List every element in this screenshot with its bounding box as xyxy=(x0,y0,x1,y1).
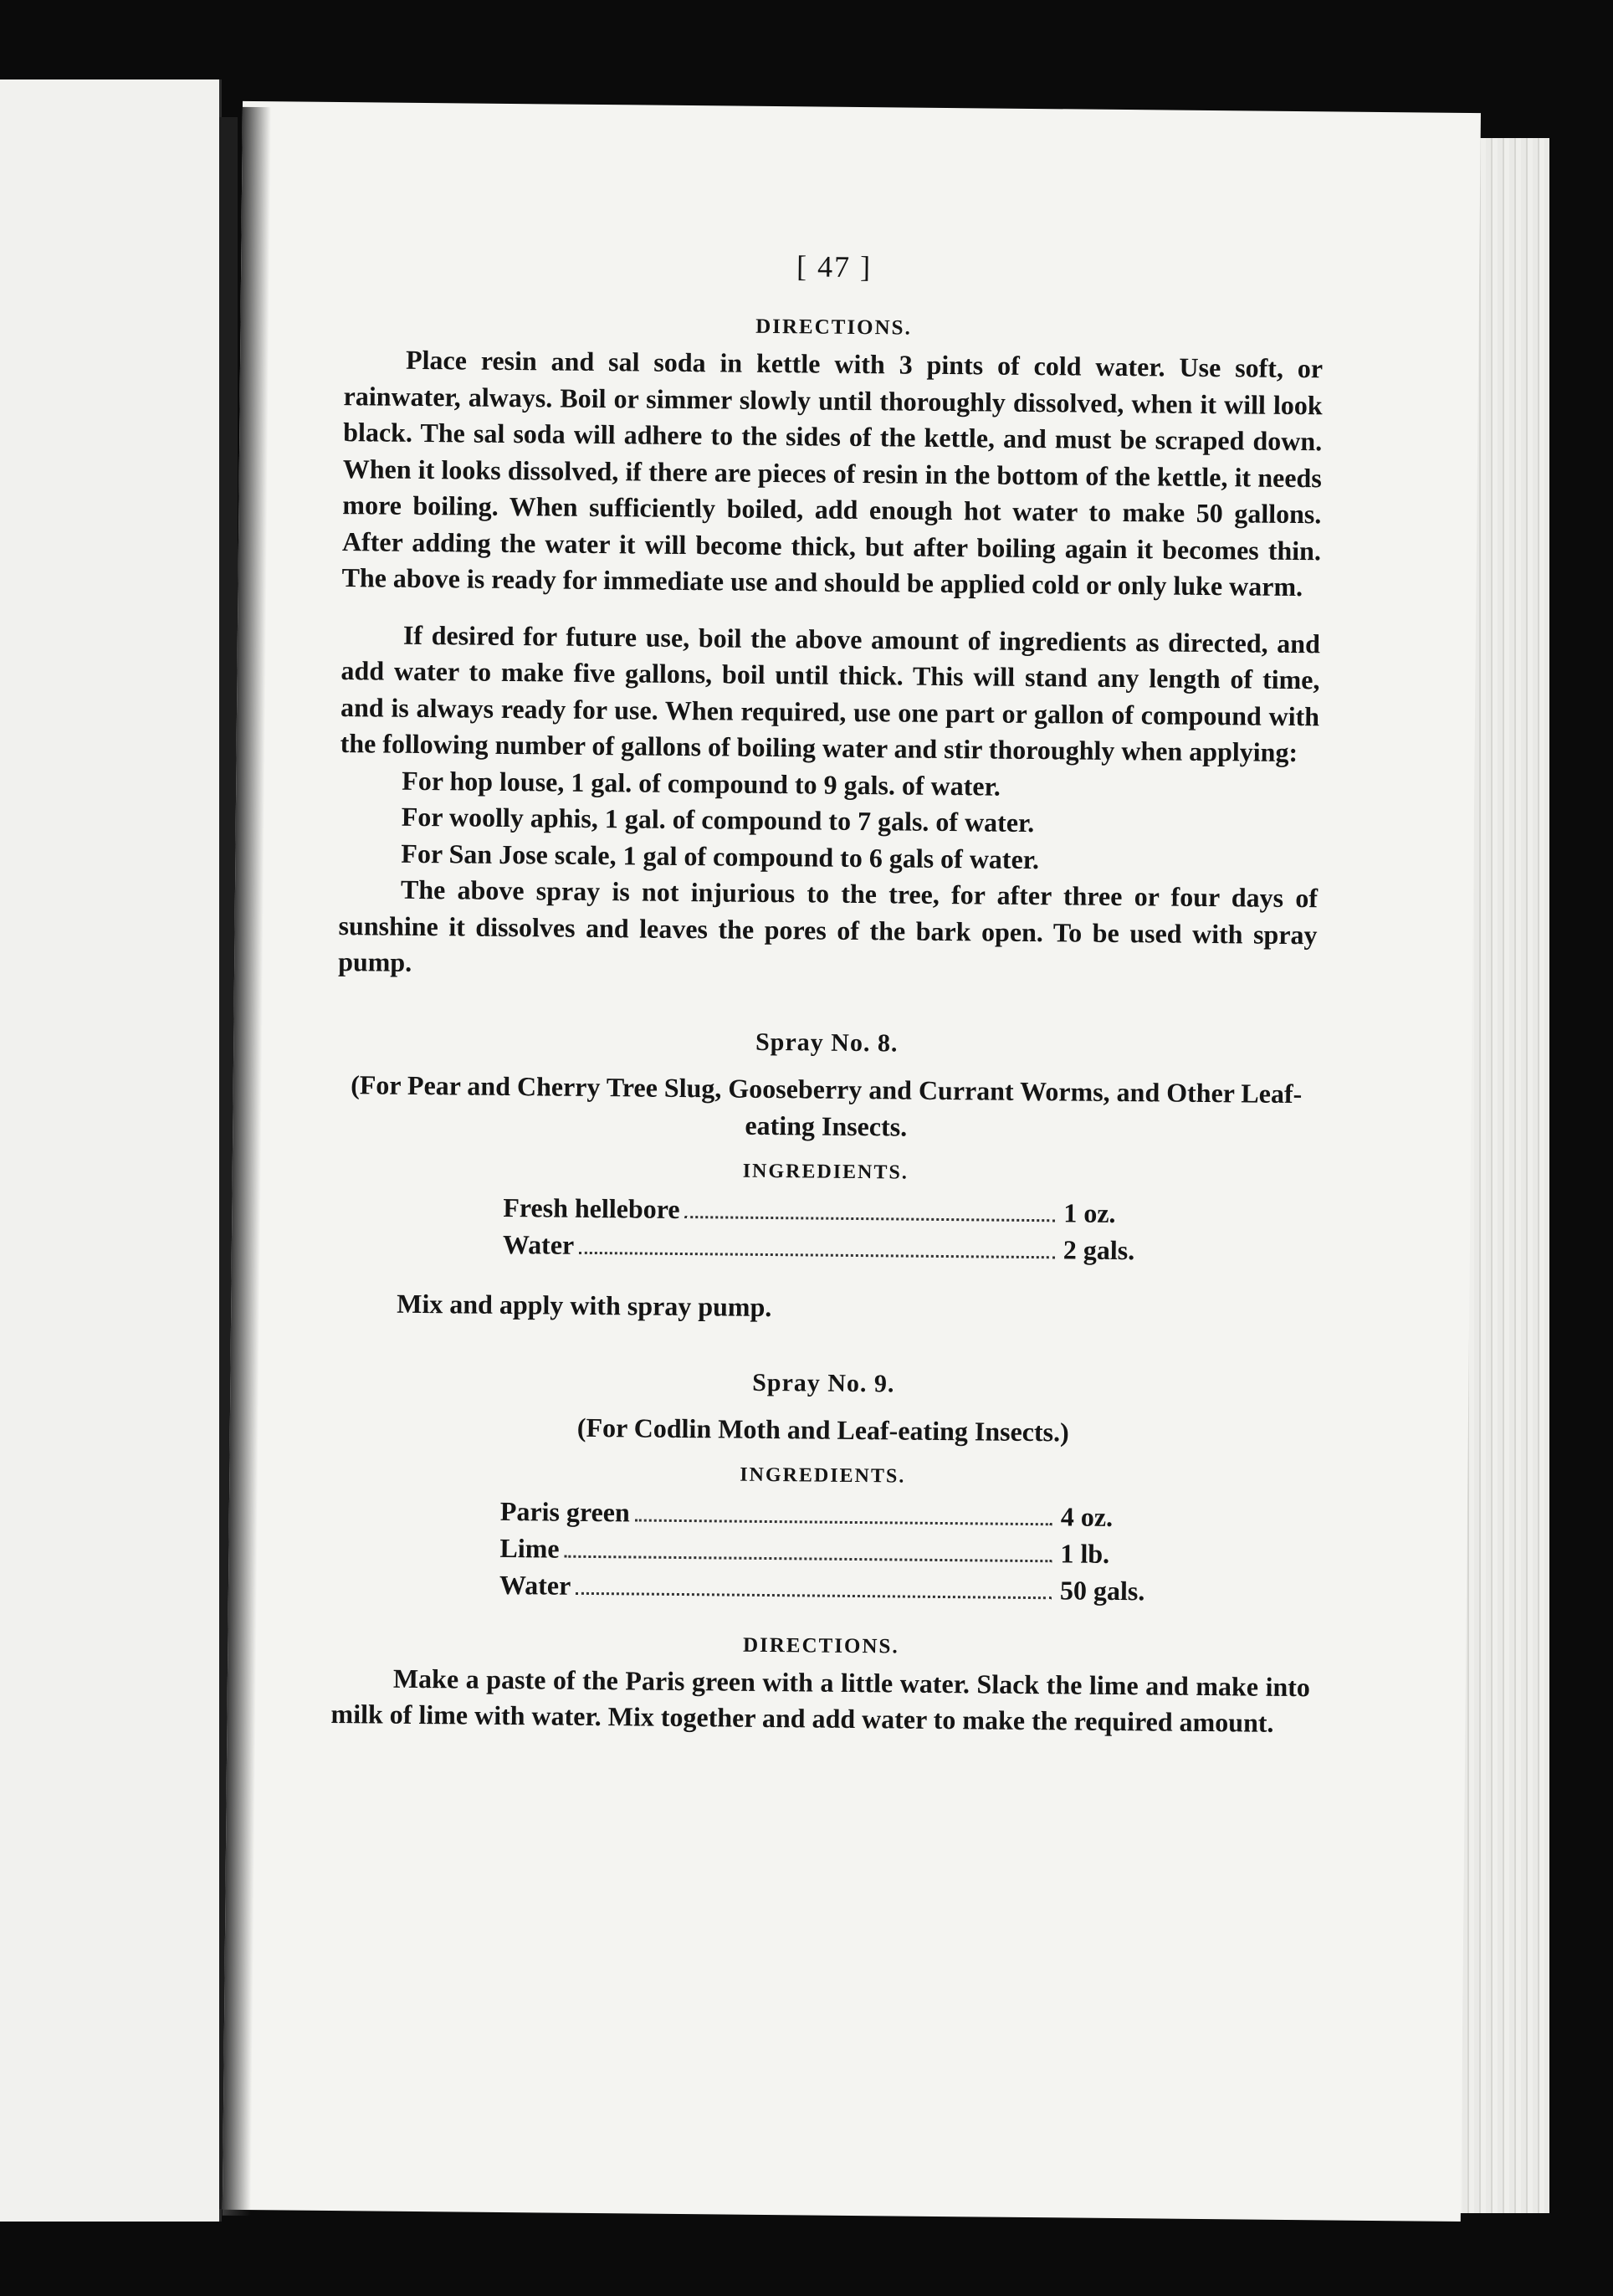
spray-9-ingredients-heading: INGREDIENTS. xyxy=(740,1463,906,1488)
left-page-line xyxy=(0,624,209,658)
left-page-line xyxy=(0,987,209,1021)
book-page xyxy=(223,101,1481,2222)
dilution-hop-louse: For hop louse, 1 gal. of compound to 9 gals. of water. xyxy=(402,765,1001,802)
left-page-line xyxy=(0,551,209,584)
page-number: [ 47 ] xyxy=(796,249,873,284)
ingredient-row xyxy=(500,1492,1153,1535)
ingredient-quantity: 1 lb. xyxy=(1060,1537,1110,1569)
spray-8-instruction: Mix and apply with spray pump. xyxy=(397,1288,772,1322)
spray-9-title: Spray No. 9. xyxy=(752,1368,895,1397)
left-page-line xyxy=(0,1595,209,1628)
leader-dots xyxy=(564,1555,1052,1562)
page-content xyxy=(330,244,1324,1742)
left-page-line xyxy=(0,366,209,400)
left-page-line xyxy=(0,1210,209,1243)
ingredient-quantity: 50 gals. xyxy=(1059,1574,1145,1606)
ingredient-name: Water xyxy=(502,1228,575,1260)
spray-8-ingredients-heading: INGREDIENTS. xyxy=(742,1160,909,1184)
left-page-line xyxy=(0,1782,209,1816)
left-page-line xyxy=(0,1521,209,1555)
dilution-list xyxy=(401,762,1319,880)
left-page-line xyxy=(0,477,209,510)
ingredient-name: Fresh hellebore xyxy=(503,1192,680,1224)
left-page-line xyxy=(0,1448,209,1481)
left-page-line xyxy=(0,698,209,731)
ingredient-name: Paris green xyxy=(499,1495,630,1527)
leader-dots xyxy=(579,1251,1055,1258)
spray-9-purpose: (For Codlin Moth and Leaf-eating Insects.) xyxy=(576,1412,1069,1447)
leader-dots xyxy=(635,1519,1052,1525)
spray-9-directions: Make a paste of the Paris green with a little water. Slack the lime and make into milk of lime with water. Mix together and add water to make the required amount. xyxy=(330,1663,1311,1738)
ingredient-row xyxy=(499,1529,1152,1571)
ingredient-row xyxy=(503,1188,1155,1231)
left-page-line xyxy=(0,1285,209,1319)
spray-9-directions-heading: DIRECTIONS. xyxy=(742,1633,899,1658)
ingredient-quantity: 4 oz. xyxy=(1060,1500,1114,1532)
not-injurious-paragraph: The above spray is not injurious to the tree, for after three or four days of sunshine it dissolves and leaves the pores of the bark open. To be used with spray pump. xyxy=(337,874,1319,977)
left-page-line xyxy=(0,1632,209,1665)
left-page-line xyxy=(0,403,209,437)
left-page-line xyxy=(0,514,209,547)
left-page-line xyxy=(0,331,209,364)
left-page-line xyxy=(0,587,209,621)
dilution-san-jose-scale: For San Jose scale, 1 gal of compound to 6 gals of water. xyxy=(401,838,1040,874)
ingredient-quantity: 2 gals. xyxy=(1063,1233,1135,1265)
left-page-line xyxy=(0,1484,209,1518)
ingredient-name: Lime xyxy=(499,1532,560,1564)
left-page-line xyxy=(0,1136,209,1170)
left-page-line xyxy=(0,1248,209,1282)
directions-paragraph: Place resin and sal soda in kettle with 3 pints of cold water. Use soft, or rainwater, always. Boil or simmer slowly until thoroughly dissolved, when it will look black. The sal soda will adhere to the sides of the kettle, and must be scraped down. When it looks dissolved, if there are pieces of resin in the bottom of the kettle, it needs more boiling. When sufficiently boiled, add enough hot water to make 50 gallons. After adding the water it will become thick, but after boiling again it becomes thin. The above is ready for immediate use and should be applied cold or only luke warm. xyxy=(341,344,1324,602)
left-page-line xyxy=(0,440,209,474)
directions-heading: DIRECTIONS. xyxy=(755,315,912,340)
spray-8-purpose: (For Pear and Cherry Tree Slug, Gooseberry and Currant Worms, and Other Leaf-eating Insects. xyxy=(351,1069,1303,1142)
leader-dots xyxy=(576,1591,1052,1598)
ingredient-row xyxy=(503,1225,1155,1268)
left-facing-page xyxy=(0,79,222,2222)
spray-8-title: Spray No. 8. xyxy=(755,1028,899,1057)
left-page-line xyxy=(0,293,209,326)
left-page-line xyxy=(0,1098,209,1131)
future-use-paragraph: If desired for future use, boil the above amount of ingredients as directed, and add water to make five gallons, boil until thick. This will stand any length of time, and is always ready for use. When required, use one part or gallon of compound with the following number of gallons of boiling water and stir thoroughly when applying: xyxy=(340,619,1321,768)
left-page-line xyxy=(0,1560,209,1593)
ingredient-row xyxy=(499,1566,1152,1608)
left-page-line xyxy=(0,661,209,694)
dilution-woolly-aphis: For woolly aphis, 1 gal. of compound to 7 gals. of water. xyxy=(401,801,1035,838)
left-page-line xyxy=(0,1022,209,1056)
ingredient-quantity: 1 oz. xyxy=(1063,1197,1116,1228)
left-page-line xyxy=(0,1063,209,1096)
left-page-line xyxy=(0,1173,209,1207)
ingredient-name: Water xyxy=(499,1569,571,1601)
leader-dots xyxy=(684,1216,1055,1222)
